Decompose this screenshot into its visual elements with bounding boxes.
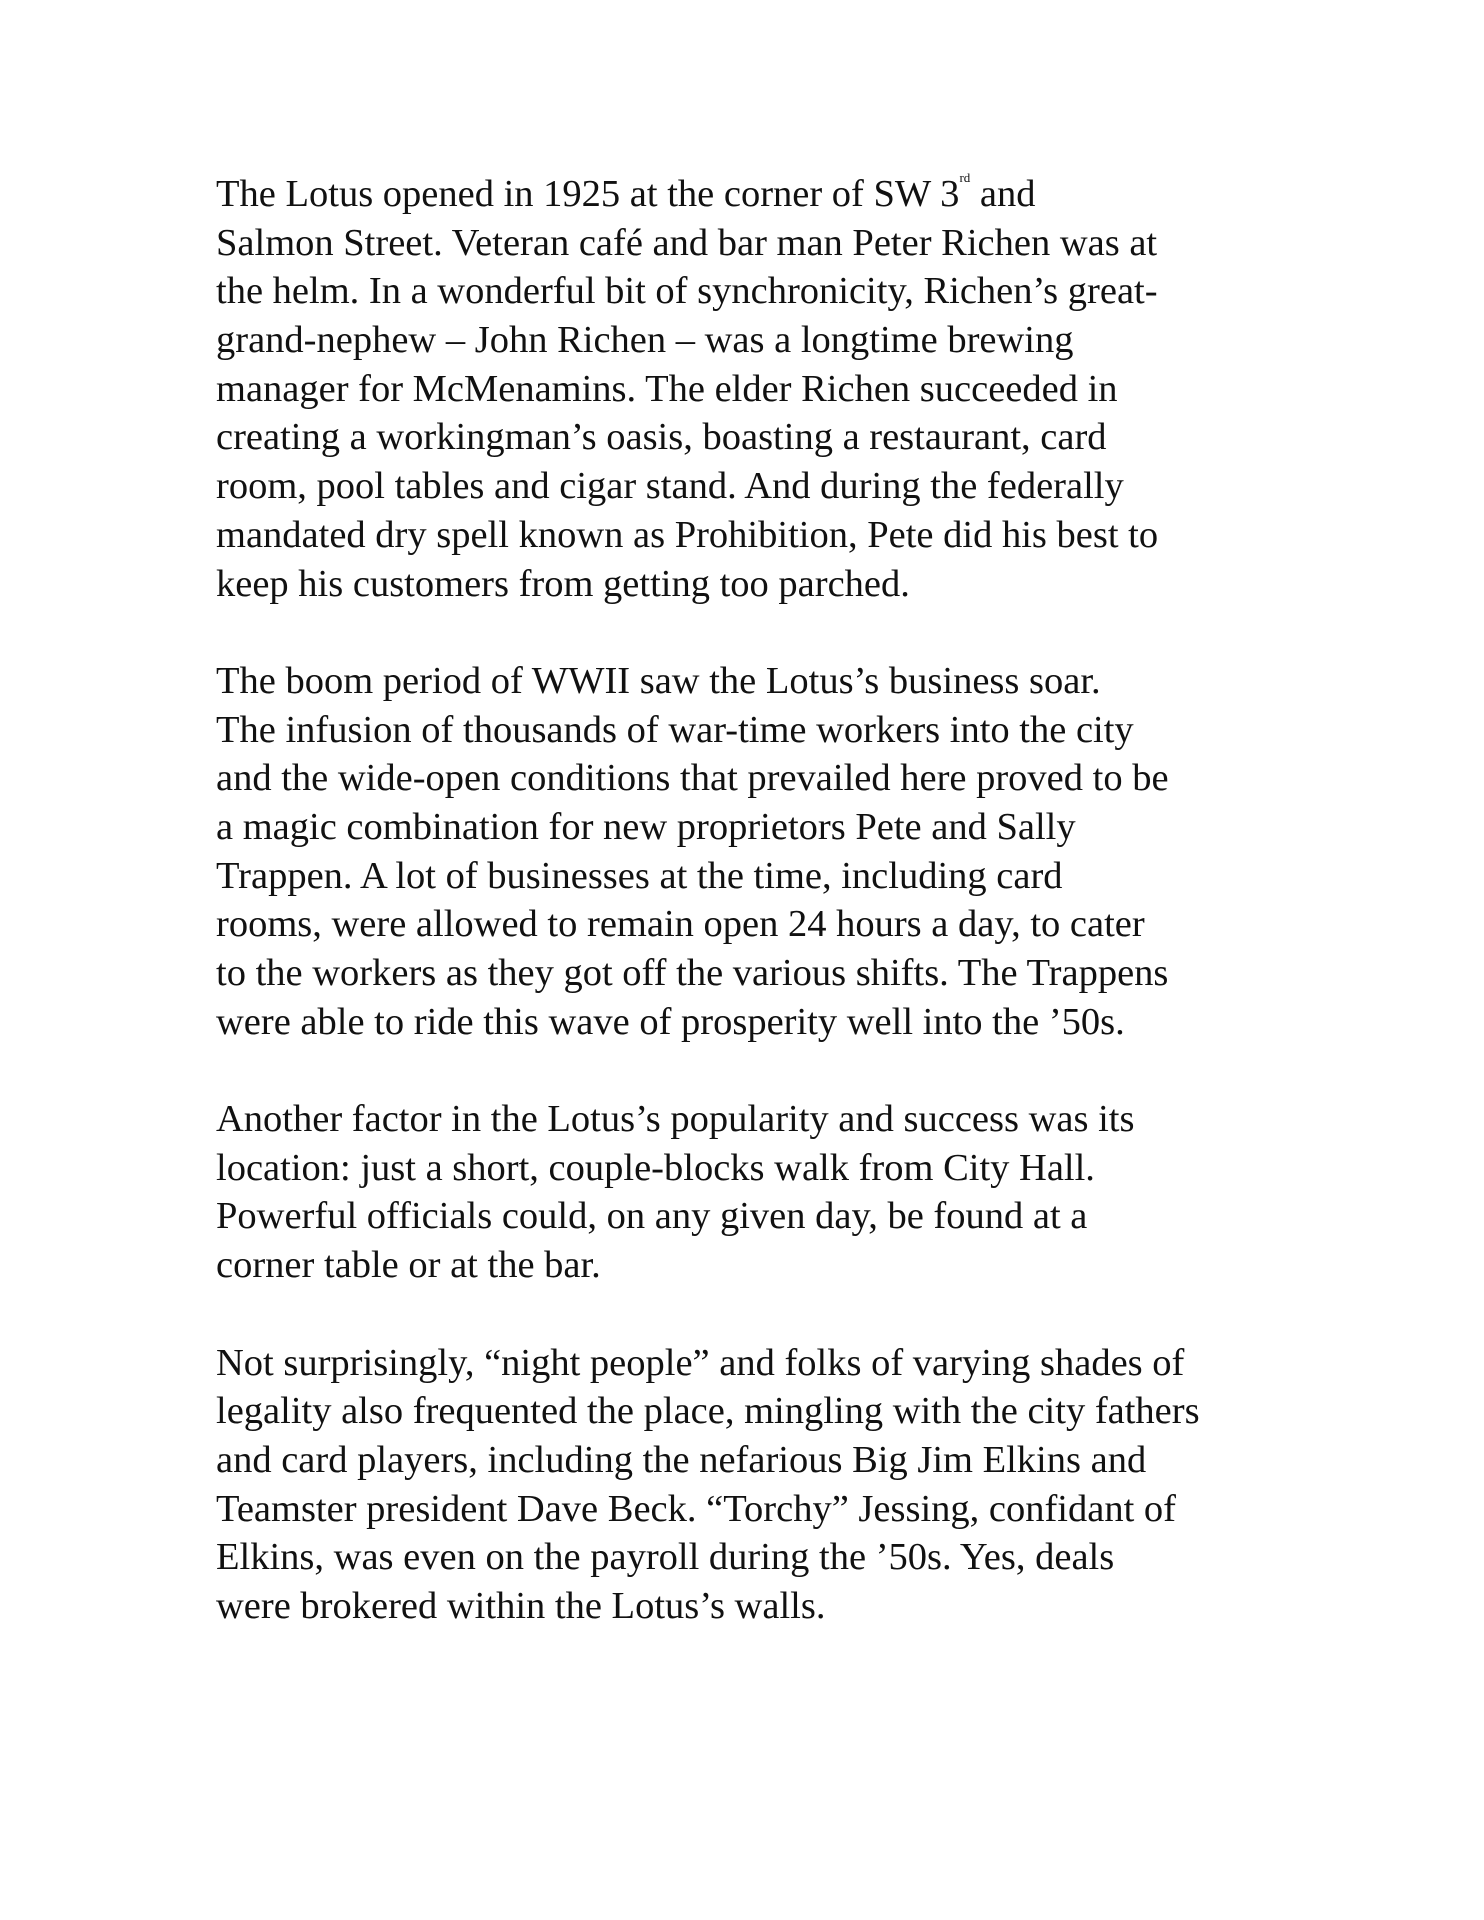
text-line [216,560,1306,609]
line-text: grand-nephew – John Richen – was a longtime brewing [216,319,1074,362]
line-text: creating a workingman’s oasis, boasting a restaurant, card [216,416,1107,459]
text-line [216,803,1306,852]
text-line [216,706,1306,755]
line-text: Salmon Street. Veteran café and bar man Peter Richen was at [216,221,1158,264]
line-text: Powerful officials could, on any given day, be found at a [216,1195,1088,1238]
line-text: the helm. In a wonderful bit of synchronicity, Richen’s great- [216,270,1158,313]
line-text: manager for McMenamins. The elder Richen succeeded in [216,367,1118,410]
line-text: Elkins, was even on the payroll during the ’50s. Yes, deals [216,1536,1115,1579]
text-line [216,267,1306,316]
text-line [216,462,1306,511]
line-text: keep his customers from getting too parched. [216,562,910,605]
text-line [216,1241,1306,1290]
text-line [216,949,1306,998]
text-line [216,1095,1306,1144]
text-line [216,657,1306,706]
text-line [216,365,1306,414]
line-text: were brokered within the Lotus’s walls. [216,1584,826,1627]
line-text: to the workers as they got off the various shifts. The Trappens [216,952,1169,994]
text-line [216,1339,1306,1388]
text-line [216,754,1306,803]
text-line [216,219,1306,268]
text-line [216,1436,1306,1485]
line-text: location: just a short, couple-blocks walk from City Hall. [216,1146,1095,1189]
text-line [216,900,1306,949]
line-text: legality also frequented the place, mingling with the city fathers [216,1390,1200,1433]
line-text: Teamster president Dave Beck. “Torchy” Jessing, confidant of [216,1487,1176,1530]
text-line [216,852,1306,901]
line-text: were able to ride this wave of prosperity well into the ’50s. [216,1000,1125,1043]
line-text-continued: and [970,173,1036,215]
text-line [216,998,1306,1047]
text-line [216,1387,1306,1436]
paragraph-3 [216,1095,1306,1290]
text-line [216,1582,1306,1631]
line-text: room, pool tables and cigar stand. And during the federally [216,465,1124,508]
body-text [216,170,1306,1679]
text-line [216,511,1306,560]
line-text: and the wide-open conditions that prevailed here proved to be [216,757,1169,800]
line-text: The infusion of thousands of war-time workers into the city [216,708,1134,751]
line-text: mandated dry spell known as Prohibition, Pete did his best to [216,513,1159,556]
paragraph-1 [216,170,1306,608]
line-text: rooms, were allowed to remain open 24 hours a day, to cater [216,903,1145,946]
line-text: and card players, including the nefarious Big Jim Elkins and [216,1438,1147,1481]
line-text: corner table or at the bar. [216,1244,601,1287]
line-text: The Lotus opened in 1925 at the corner of SW 3 [216,173,960,215]
line-text: Trappen. A lot of businesses at the time, including card [216,854,1063,897]
paragraph-2 [216,657,1306,1047]
line-text: a magic combination for new proprietors Pete and Sally [216,805,1076,848]
line-text: Not surprisingly, “night people” and folks of varying shades of [216,1341,1185,1384]
line-text: Another factor in the Lotus’s popularity and success was its [216,1098,1135,1141]
text-line [216,1144,1306,1193]
paragraph-4 [216,1339,1306,1631]
text-line [216,1485,1306,1534]
text-line [216,413,1306,462]
text-line [216,1192,1306,1241]
ordinal-superscript: rd [959,170,971,185]
line-text: The boom period of WWII saw the Lotus’s business soar. [216,659,1101,702]
text-line [216,316,1306,365]
text-line [216,1533,1306,1582]
text-line [216,170,1306,219]
